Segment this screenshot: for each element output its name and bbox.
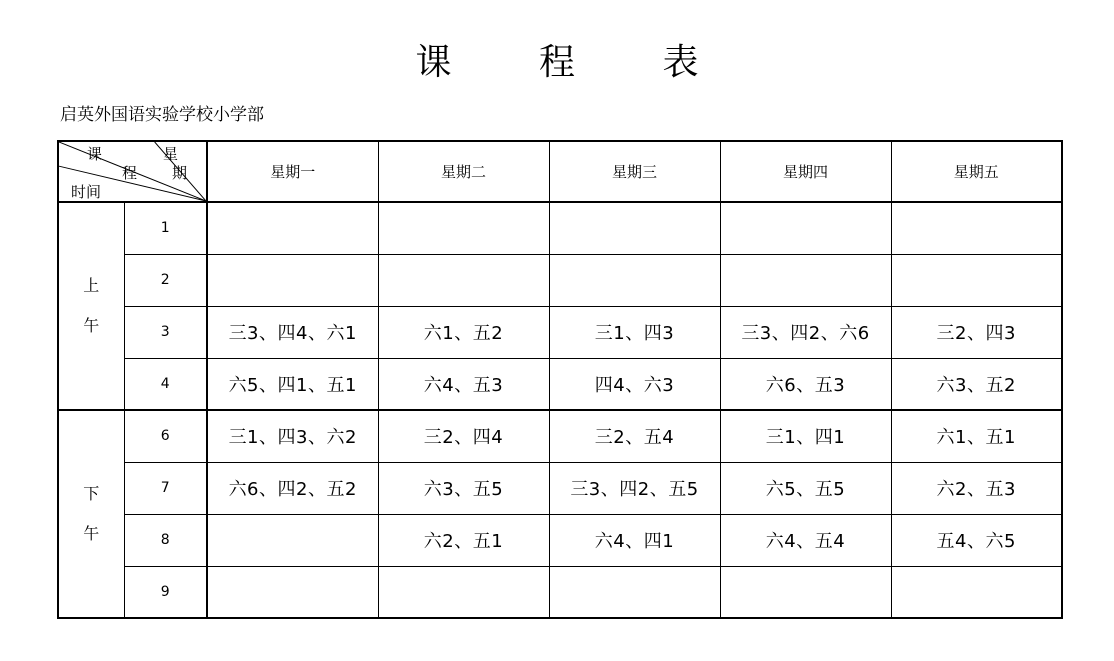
- schedule-cell: 六4、四1: [549, 514, 720, 566]
- schedule-cell: 三3、四2、六6: [720, 306, 891, 358]
- title-char: 表: [662, 42, 699, 83]
- schedule-cell: [378, 254, 549, 306]
- table-row: [58, 254, 1062, 306]
- schedule-cell: 三1、四3、六2: [207, 410, 378, 462]
- half-label-char: 上: [83, 276, 100, 295]
- schedule-cell: [378, 202, 549, 254]
- schedule-cell: 六1、五1: [891, 410, 1062, 462]
- period-number: 4: [124, 358, 207, 410]
- day-header: 星期五: [891, 141, 1062, 202]
- schedule-cell: 五4、六5: [891, 514, 1062, 566]
- corner-time: 时间: [71, 183, 102, 201]
- schedule-cell: [891, 202, 1062, 254]
- table-row: [58, 358, 1062, 410]
- schedule-cell: 六4、五4: [720, 514, 891, 566]
- schedule-cell: 六6、五3: [720, 358, 891, 410]
- schedule-cell: 三3、四2、五5: [549, 462, 720, 514]
- schedule-cell: [549, 566, 720, 618]
- period-number: 6: [124, 410, 207, 462]
- schedule-cell: 三2、五4: [549, 410, 720, 462]
- corner-course-1: 课: [87, 145, 103, 163]
- schedule-cell: 六3、五2: [891, 358, 1062, 410]
- schedule-cell: 三3、四4、六1: [207, 306, 378, 358]
- schedule-cell: 六5、四1、五1: [207, 358, 378, 410]
- half-label-char: 午: [83, 316, 100, 335]
- half-label-char: 下: [83, 484, 100, 503]
- schedule-cell: [891, 566, 1062, 618]
- schedule-cell: [891, 254, 1062, 306]
- table-row: [58, 566, 1062, 618]
- schedule-cell: [207, 566, 378, 618]
- table-row: [58, 462, 1062, 514]
- corner-header: [58, 141, 207, 202]
- schedule-cell: [720, 566, 891, 618]
- table-row: [58, 306, 1062, 358]
- schedule-cell: [720, 254, 891, 306]
- schedule-cell: [207, 202, 378, 254]
- corner-week-2: 期: [172, 164, 188, 182]
- page-title: [0, 38, 1114, 88]
- schedule-table: [57, 140, 1063, 619]
- schedule-cell: 三2、四4: [378, 410, 549, 462]
- period-number: 2: [124, 254, 207, 306]
- half-label-char: 午: [83, 524, 100, 543]
- schedule-cell: 三1、四1: [720, 410, 891, 462]
- schedule-cell: [378, 566, 549, 618]
- schedule-cell: 六1、五2: [378, 306, 549, 358]
- table-row: [58, 410, 1062, 462]
- period-number: 1: [124, 202, 207, 254]
- schedule-cell: [207, 254, 378, 306]
- schedule-cell: [549, 202, 720, 254]
- period-number: 7: [124, 462, 207, 514]
- title-char: 程: [538, 42, 575, 83]
- schedule-cell: [207, 514, 378, 566]
- table-row: [58, 514, 1062, 566]
- schedule-cell: 三1、四3: [549, 306, 720, 358]
- corner-week-1: 星: [163, 145, 179, 163]
- schedule-cell: 六4、五3: [378, 358, 549, 410]
- day-header: 星期一: [207, 141, 378, 202]
- schedule-cell: [720, 202, 891, 254]
- period-number: 8: [124, 514, 207, 566]
- schedule-cell: 六6、四2、五2: [207, 462, 378, 514]
- corner-course-2: 程: [122, 164, 138, 182]
- schedule-cell: 四4、六3: [549, 358, 720, 410]
- day-header: 星期三: [549, 141, 720, 202]
- schedule-cell: 三2、四3: [891, 306, 1062, 358]
- header-row: [58, 141, 1062, 202]
- schedule-cell: 六5、五5: [720, 462, 891, 514]
- period-number: 9: [124, 566, 207, 618]
- schedule-cell: 六3、五5: [378, 462, 549, 514]
- school-name: 启英外国语实验学校小学部: [60, 105, 264, 125]
- half-afternoon: [58, 410, 124, 618]
- day-header: 星期四: [720, 141, 891, 202]
- table-row: [58, 202, 1062, 254]
- title-char: 课: [415, 42, 452, 83]
- day-header: 星期二: [378, 141, 549, 202]
- schedule-cell: 六2、五3: [891, 462, 1062, 514]
- period-number: 3: [124, 306, 207, 358]
- schedule-cell: 六2、五1: [378, 514, 549, 566]
- half-morning: [58, 202, 124, 410]
- schedule-cell: [549, 254, 720, 306]
